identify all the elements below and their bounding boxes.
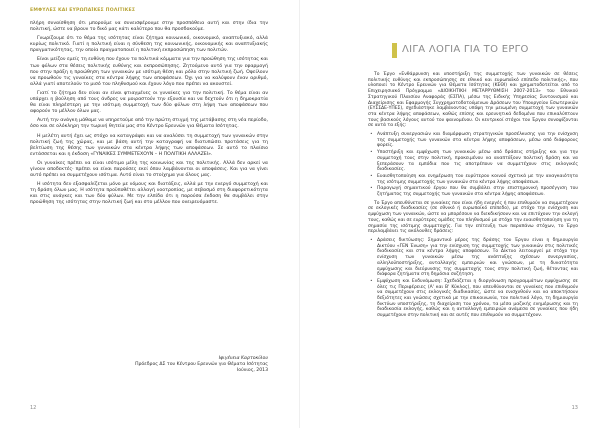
list-item: • Ευαισθητοποίηση και ενημέρωση του ευρύτερου κοινού σχετικά με την αναγκαιότητα της ισότιμης συμμετοχής των γυναικών στα κέντρα λήψης αποφάσεων. — [368, 174, 578, 185]
list-item: • Εμψύχωση και Ενδυνάμωση: Σχεδιάζεται η διοργάνωση προγραμμάτων εμψύχωσης σε όλες τις Περιφέρειες (Α' και Β' Κύκλος), που απευθύνονται σε γυναίκες που επιθυμούν να συμμετέχουν στις εκλογικές διαδικασίες, ώστε να ενισχυθούν και να αποκτήσουν δεξιότητες και γνώσεις σχετικά με την επικοινωνία, τον πολιτικό λόγο, τη δημιουργία δικτύων υποστήριξης, τη διαχείριση του χρόνου, τα μέσα μαζικής ενημέρωσης και τη διαδικασία εκλογής, καθώς και η ανταλλαγή εμπειριών ανάμεσα σε γυναίκες που ήδη συμμετέχουν στην πολιτική και σε αυτές που επιθυμούν να συμμετέχουν. — [368, 279, 578, 319]
signature-date: Ιούνιος, 2013 — [236, 368, 268, 373]
goals-list — [368, 132, 578, 198]
list-item: • Παραγωγή σημαντικού έργου που θα συμβάλει στην επιστημονική προσέγγιση του ζητήματος της συμμετοχής των γυναικών στα κέντρα λήψης αποφάσεων. — [368, 186, 578, 197]
right-page — [300, 0, 600, 428]
section-title: ΛΙΓΑ ΛΟΓΙΑ ΓΙΑ ΤΟ ΕΡΓΟ — [402, 44, 529, 55]
paragraph: Είναι μείζον εμείς τη ευθύνη που έχουν τα πολιτικά κόμματα για την προώθηση της ισότητας και των φύλων στα θέσεις πολιτικής ευθύνης και εκπροσώπησης. Ζητούμενο αυτό για την εφαρμογή που στην πράξη η προώθηση των γυναικών με ισότιμη θέση και ρόλο στην πολιτική ζωή. Οφείλουν να προωθούν τις γυναίκες στα κέντρα λήψης των αποφάσεων. Όχι για να καλύψουν έναν αριθμό, αλλά γιατί αποτελούν το μισό του πληθυσμού και έχουν λόγο που πρέπει να ακουστεί. — [30, 57, 268, 87]
actions-list — [368, 238, 578, 319]
page-number-left: 12 — [30, 405, 37, 411]
paragraph: Οι γυναίκες πρέπει να είναι ισότιμα μέλη της κοινωνίας και της πολιτικής. Αλλά δεν αρκεί να γίνουν αποδεκτές· πρέπει να είναι παρούσες εκεί όπου λαμβάνονται οι αποφάσεις. Και για να γίνει αυτό πρέπει να συμμετέχουν ισότιμα. Αυτό είναι το στοίχημα για όλους μας. — [30, 160, 268, 179]
middle-paragraph: Το Έργο απευθύνεται σε γυναίκες που είναι ήδη ενεργές ή που επιθυμούν να συμμετέχουν σε εκλογικές διαδικασίες (σε εθνικό ή ευρωπαϊκό επίπεδο), με στόχο την ενίσχυση και εμψύχωση των γυναικών, ώστε να μπορέσουν να διεκδικήσουν και να επιτύχουν την εκλογή τους, καθώς και σε ευρύτερες ομάδες του πληθυσμού με στόχο την ευαισθητοποίηση για τη σημασία της ισότιμης συμμετοχής. Για την επίτευξη των παραπάνω στόχων, το Έργο περιλαμβάνει τις ακόλουθες δράσεις: — [368, 200, 578, 235]
intro-paragraph: Το Έργο «Ενθάρρυνση και υποστήριξη της συμμετοχής των γυναικών σε θέσεις πολιτικής ευθύνης και εκπροσώπησης σε εθνικό και ευρωπαϊκό επίπεδο πολιτικής», που υλοποιεί το Κέντρο Ερευνών για Θέματα Ισότητας (ΚΕΘΙ) και χρηματοδοτείται από το Επιχειρησιακό Πρόγραμμα «ΔΙΟΙΚΗΤΙΚΗ ΜΕΤΑΡΡΥΘΜΙΣΗ 2007-2013» του Εθνικού Στρατηγικού Πλαισίου Αναφοράς (ΕΣΠΑ), μέσω της Ειδικής Υπηρεσίας Συντονισμού και Διαχείρισης και Εφαρμογής Συγχρηματοδοτούμενων Δράσεων του Υπουργείου Εσωτερικών (ΕΥΣΣΔΕ-ΥΠΕΣ), σχεδιάστηκε λαμβάνοντας υπόψη την μειωμένη συμμετοχή των γυναικών στα κέντρα λήψης αποφάσεων, καθώς επίσης και ερευνητικά δεδομένα που επικαλύπτουν τους βασικούς λόγους αυτού του φαινομένου. Οι κεντρικοί στόχοι του Έργου συνοψίζονται σε αυτά τα εξής: — [368, 72, 578, 129]
paragraph: Η μελέτη αυτή έχει ως στόχο να καταγράψει και να αναλύσει τη συμμετοχή των γυναικών στην πολιτική ζωή της χώρας, και με βάση αυτή την καταγραφή να διατυπώσει προτάσεις για τη βελτίωση της θέσης των γυναικών στα κέντρα λήψης των αποφάσεων. Σε αυτό το πλαίσιο εντάσσεται και η έκδοση «ΓΥΝΑΙΚΕΣ ΣΥΜΜΕΤΕΧΟΥΝ – Η ΠΟΛΙΤΙΚΗ ΑΛΛΑΖΕΙ». — [30, 133, 268, 157]
left-body-text — [30, 21, 268, 210]
signature-role: Πρόεδρος ΔΣ του Κέντρου Ερευνών για Θέματα Ισότητας — [135, 362, 268, 367]
title-accent-bar — [392, 43, 397, 58]
page-number-right: 13 — [571, 405, 578, 411]
right-body-text — [368, 72, 578, 322]
paragraph: Η ισότητα δεν εξασφαλίζεται μόνο με νόμους και διατάξεις, αλλά με την ενεργό συμμετοχή και τη δράση όλων μας. Η ισότητα προϋποθέτει αλλαγή νοοτροπίας, με σεβασμό στη διαφορετικότητα και στις ανάγκες και των δύο φύλων. Με την ελπίδα ότι η παρούσα έκδοση θα συμβάλει στην προώθηση της ισότητας στην πολιτική ζωή και στο μέλλον που ονειρευόμαστε. — [30, 182, 268, 206]
list-item: • Δράσεις δικτύωσης: Σημαντικό μέρος της δράσης του Έργου είναι η δημιουργία Δικτύου «ΓΕΝ Ένωση» για την ενίσχυση της συμμετοχής των γυναικών στις πολιτικές διαδικασίες και στα κέντρα λήψης αποφάσεων. Το Δίκτυο λειτουργεί με στόχο την ενίσχυση των γυναικών μέσω της ανάπτυξης σχέσεων συνεργασίας, αλληλοϋποστήριξης, ανταλλαγής εμπειριών και γνώσεων, με τη δυνατότητα εμψύχωσης και διεύρυνσης της συμμετοχής τους στην πολιτική ζωή, θέτοντας και διάφορα ζητήματα στη δημόσια συζήτηση. — [368, 238, 578, 278]
signature-block — [135, 356, 268, 374]
list-item: • Ανάπτυξη συνεργασιών και διαμόρφωση στρατηγικών προσέλκυσης για την ενίσχυση της συμμετοχής των γυναικών στα κέντρα λήψης αποφάσεων, μέσω από διάφορους φορείς. — [368, 132, 578, 149]
list-item: • Υποστήριξη και εμψύχωση των γυναικών μέσω από δράσεις στήριξης και για την συμμετοχή τους στην πολιτική, προκειμένου να αναπτύξουν πολιτική δράση και να ξεπεράσουν τα εμπόδια που τις αποτρέπουν να συμμετέχουν στις εκλογικές διαδικασίες. — [368, 150, 578, 173]
paragraph: Γιατί το ζήτημα δεν είναι αν είναι φτιαγμένες οι γυναίκες για την πολιτική. Το θέμα είναι αν υπάρχει η βούληση από τους άνδρες να μοιραστούν την εξουσία και να δεχτούν ότι η δημοκρατία θα είναι πληρέστερη με την ισότιμη συμμετοχή των δύο φύλων στη λήψη των αποφάσεων που αφορούν το μέλλον όλων μας. — [30, 90, 268, 115]
running-head: ΕΜΦΥΛΕΣ ΚΑΙ ΕΥΡΩΠΑΪΚΕΣ ΠΟΛΙΤΙΚΕΣ — [30, 8, 136, 13]
signature-name: Ιφιγένεια Καρτοκίλου — [218, 356, 268, 361]
paragraph: Γνωρίζουμε ότι το θέμα της ισότητας είναι ζήτημα κοινωνικό, οικονομικό, αναπτυξιακό, αλλά κυρίως πολιτικό. Γιατί η πολιτική είναι η σύνθεση της κοινωνικής, οικονομικής και αναπτυξιακής πραγματικότητας, την οποία πραγματοποιεί η πολιτική εκπροσώπηση των πολιτών. — [30, 36, 268, 54]
paragraph: Αυτή την ανάγκη μάθαμε να υπηρετούμε από την πρώτη στιγμή της μετάβασης στη νέα περίοδο, όσο και σε ολόκληρη την τωρινή θητεία μας στο Κέντρο Ερευνών για Θέματα Ισότητας. — [30, 118, 268, 130]
paragraph: πλήρη συναίσθηση ότι μπορούμε να συνεισφέρουμε στην προσπάθεια αυτή και στην ίδια την πολιτική, ώστε να βρουν το δικό μας κάτι καλύτερο που θα προσδοκούμε. — [30, 21, 268, 33]
